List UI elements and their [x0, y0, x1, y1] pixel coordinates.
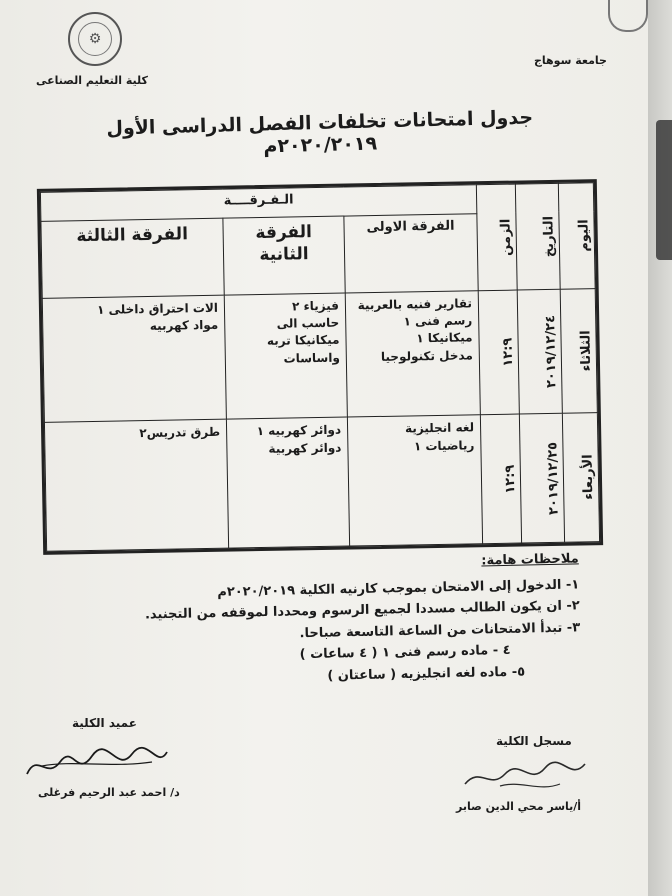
class-head-third: الفرقة الثالثة — [41, 218, 224, 298]
subject: رياضيات ١ — [413, 437, 475, 453]
date-cell — [517, 289, 562, 414]
note-item: ٤ - ماده رسم فنى ١ ( ٤ ساعات ) — [299, 643, 511, 663]
subject: الات احتراق داخلى ١ — [96, 300, 219, 317]
time-cell — [478, 290, 519, 415]
dean-label: عميد الكلية — [72, 716, 137, 730]
subject: لغه انجليزية — [404, 420, 475, 436]
note-item: ١- الدخول إلى الامتحان بموجب كارنيه الكلية ٢٠٢٠/٢٠١٩م — [217, 577, 580, 600]
background-object — [656, 120, 672, 260]
time-text: ١٢:٩ — [500, 337, 517, 367]
subject: طرق تدريس٢ — [139, 424, 221, 441]
subject: ميكانيكا ١ — [416, 330, 473, 346]
class-head-first: الفرقة الاولى — [344, 213, 478, 292]
date-cell — [519, 413, 564, 543]
date-text: ٢٠١٩/١٢/٢٤ — [543, 314, 560, 388]
note-item: ٢- ان يكون الطالب مسددا لجميع الرسوم ومحددا لموقفه من التجنيد. — [144, 598, 580, 623]
table-row — [44, 413, 599, 551]
day-text: الأربعاء — [580, 454, 597, 501]
registrar-name: أ/ياسر محي الدين صابر — [456, 800, 582, 813]
subject: حاسب الى — [276, 315, 340, 331]
subject: مدخل تكنولوجيا — [380, 348, 473, 364]
note-item: ٥- ماده لغه انجليزيه ( ساعتان ) — [327, 664, 526, 684]
class-head-second: الفرقة الثانية — [223, 216, 345, 295]
day-text: الثلاثاء — [578, 330, 595, 372]
second-class-cell — [226, 417, 349, 548]
document-title: جدول امتحانات تخلفات الفصل الدراسى الأول ٢٠٢٠/٢٠١٩م — [106, 106, 534, 158]
subject: فيزياء ٢ — [291, 298, 340, 314]
subject: مواد كهربيه — [149, 317, 219, 333]
third-class-cell — [44, 419, 228, 551]
subject: ميكانيكا تربه — [266, 333, 340, 349]
time-text: ١٢:٩ — [502, 464, 519, 494]
day-cell — [560, 288, 597, 413]
college-name: كلية التعليم الصناعى — [36, 74, 148, 87]
notes-title: ملاحظات هامة: — [481, 551, 579, 569]
subject: رسم فنى ١ — [403, 313, 473, 329]
day-cell — [562, 413, 599, 542]
exam-schedule-table — [37, 179, 603, 555]
time-cell — [480, 414, 521, 543]
header-day — [558, 183, 595, 289]
dean-name: د/ احمد عبد الرحيم فرغلى — [38, 786, 180, 799]
registrar-label: مسجل الكلية — [496, 734, 572, 748]
header-time-label: الزمن — [498, 218, 515, 256]
university-name: جامعة سوهاج — [534, 54, 607, 67]
date-text: ٢٠١٩/١٢/٢٥ — [545, 441, 562, 515]
header-date-label: التاريخ — [541, 215, 558, 258]
header-date — [515, 183, 560, 289]
table-row — [42, 288, 597, 422]
subject: تقارير فنيه بالعربية — [357, 295, 473, 312]
college-logo — [68, 12, 122, 66]
first-class-cell — [345, 290, 480, 417]
dean-signature — [22, 742, 172, 784]
registrar-signature — [460, 756, 590, 796]
university-logo — [608, 0, 648, 32]
notes-section — [139, 551, 582, 690]
subject: دوائر كهربية — [268, 440, 342, 456]
group-header: الـفـرقــــة — [40, 185, 476, 221]
note-item: ٣- تبدأ الامتحانات من الساعة التاسعة صباحا. — [299, 620, 581, 642]
second-class-cell — [224, 293, 347, 420]
subject: دوائر كهربيه ١ — [256, 422, 342, 439]
header-time — [476, 184, 517, 290]
third-class-cell — [42, 295, 226, 423]
logo-emblem-icon: ⚙ — [78, 22, 112, 56]
subject: واساسات — [283, 350, 340, 366]
first-class-cell — [347, 415, 482, 546]
header-day-label: اليوم — [576, 219, 593, 252]
